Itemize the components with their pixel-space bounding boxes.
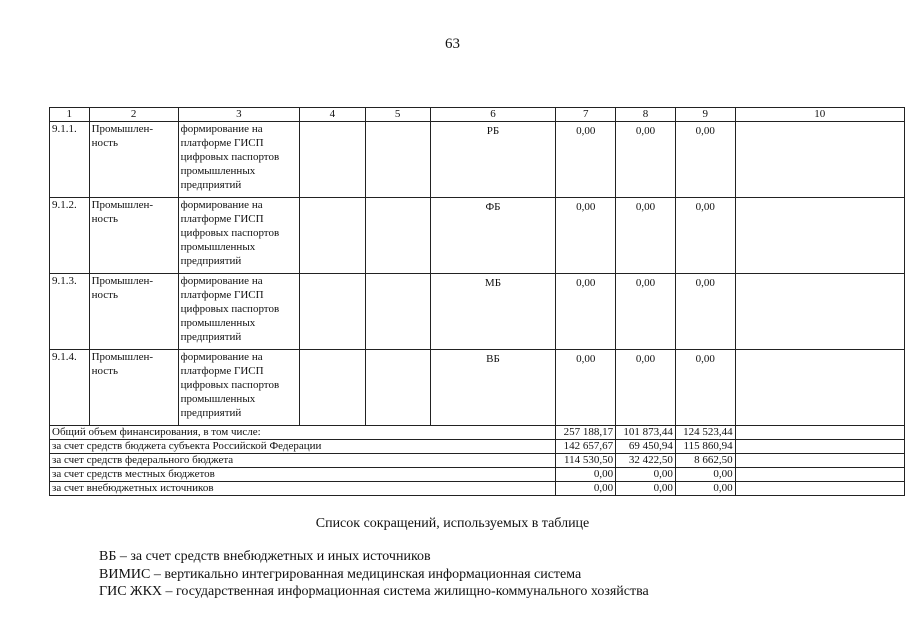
funding-source-cell: РБ bbox=[430, 122, 556, 198]
summary-row bbox=[50, 468, 905, 482]
column-4-cell bbox=[299, 274, 365, 350]
summary-row bbox=[50, 454, 905, 468]
column-10-cell bbox=[735, 122, 904, 198]
summary-value-7-cell: 257 188,17 bbox=[556, 426, 616, 440]
summary-value-8-cell: 101 873,44 bbox=[616, 426, 676, 440]
value-8-cell: 0,00 bbox=[616, 122, 676, 198]
summary-column-10-cell bbox=[735, 454, 904, 468]
row-number-cell: 9.1.2. bbox=[50, 198, 90, 274]
summary-row bbox=[50, 440, 905, 454]
action-cell: формирование на платформе ГИСП цифровых паспортов промышленных предприятий bbox=[178, 350, 299, 426]
table-row bbox=[50, 350, 905, 426]
value-7-cell: 0,00 bbox=[556, 274, 616, 350]
summary-value-7-cell: 0,00 bbox=[556, 482, 616, 496]
value-8-cell: 0,00 bbox=[616, 198, 676, 274]
summary-column-10-cell bbox=[735, 482, 904, 496]
summary-row bbox=[50, 482, 905, 496]
column-number-cell: 6 bbox=[430, 108, 556, 122]
column-number-cell: 8 bbox=[616, 108, 676, 122]
table-row bbox=[50, 274, 905, 350]
summary-column-10-cell bbox=[735, 440, 904, 454]
summary-value-8-cell: 0,00 bbox=[616, 482, 676, 496]
table-row bbox=[50, 198, 905, 274]
summary-value-9-cell: 115 860,94 bbox=[675, 440, 735, 454]
value-7-cell: 0,00 bbox=[556, 198, 616, 274]
summary-column-10-cell bbox=[735, 426, 904, 440]
action-cell: формирование на платформе ГИСП цифровых паспортов промышленных предприятий bbox=[178, 274, 299, 350]
column-10-cell bbox=[735, 198, 904, 274]
value-7-cell: 0,00 bbox=[556, 122, 616, 198]
column-4-cell bbox=[299, 198, 365, 274]
summary-value-9-cell: 0,00 bbox=[675, 468, 735, 482]
sphere-cell: Промышлен-ность bbox=[89, 122, 178, 198]
summary-label-cell: за счет средств бюджета субъекта Российской Федерации bbox=[50, 440, 556, 454]
page-number: 63 bbox=[445, 36, 460, 52]
value-9-cell: 0,00 bbox=[675, 198, 735, 274]
summary-value-9-cell: 0,00 bbox=[675, 482, 735, 496]
column-number-cell: 9 bbox=[675, 108, 735, 122]
summary-row bbox=[50, 426, 905, 440]
abbreviations-title: Список сокращений, используемых в таблице bbox=[315, 516, 590, 531]
summary-value-9-cell: 124 523,44 bbox=[675, 426, 735, 440]
column-5-cell bbox=[365, 350, 430, 426]
summary-label-cell: Общий объем финансирования, в том числе: bbox=[50, 426, 556, 440]
summary-column-10-cell bbox=[735, 468, 904, 482]
column-5-cell bbox=[365, 122, 430, 198]
summary-value-8-cell: 32 422,50 bbox=[616, 454, 676, 468]
row-number-cell: 9.1.4. bbox=[50, 350, 90, 426]
action-cell: формирование на платформе ГИСП цифровых паспортов промышленных предприятий bbox=[178, 122, 299, 198]
column-number-cell: 5 bbox=[365, 108, 430, 122]
value-8-cell: 0,00 bbox=[616, 350, 676, 426]
summary-value-8-cell: 69 450,94 bbox=[616, 440, 676, 454]
summary-label-cell: за счет средств местных бюджетов bbox=[50, 468, 556, 482]
funding-source-cell: МБ bbox=[430, 274, 556, 350]
action-cell: формирование на платформе ГИСП цифровых паспортов промышленных предприятий bbox=[178, 198, 299, 274]
summary-value-8-cell: 0,00 bbox=[616, 468, 676, 482]
summary-value-7-cell: 142 657,67 bbox=[556, 440, 616, 454]
value-9-cell: 0,00 bbox=[675, 274, 735, 350]
funding-source-cell: ВБ bbox=[430, 350, 556, 426]
sphere-cell: Промышлен-ность bbox=[89, 350, 178, 426]
summary-value-7-cell: 114 530,50 bbox=[556, 454, 616, 468]
row-number-cell: 9.1.3. bbox=[50, 274, 90, 350]
column-10-cell bbox=[735, 350, 904, 426]
value-9-cell: 0,00 bbox=[675, 350, 735, 426]
value-9-cell: 0,00 bbox=[675, 122, 735, 198]
abbreviations-list bbox=[99, 548, 649, 601]
column-number-cell: 4 bbox=[299, 108, 365, 122]
column-number-cell: 1 bbox=[50, 108, 90, 122]
sphere-cell: Промышлен-ность bbox=[89, 274, 178, 350]
abbreviation-item: ВБ – за счет средств внебюджетных и иных источников bbox=[99, 549, 431, 564]
sphere-cell: Промышлен-ность bbox=[89, 198, 178, 274]
summary-label-cell: за счет средств федерального бюджета bbox=[50, 454, 556, 468]
column-number-cell: 10 bbox=[735, 108, 904, 122]
column-4-cell bbox=[299, 350, 365, 426]
column-5-cell bbox=[365, 198, 430, 274]
abbreviation-item: ВИМИС – вертикально интегрированная медицинская информационная система bbox=[99, 566, 582, 582]
column-number-cell: 3 bbox=[178, 108, 299, 122]
row-number-cell: 9.1.1. bbox=[50, 122, 90, 198]
column-5-cell bbox=[365, 274, 430, 350]
funding-source-cell: ФБ bbox=[430, 198, 556, 274]
value-8-cell: 0,00 bbox=[616, 274, 676, 350]
value-7-cell: 0,00 bbox=[556, 350, 616, 426]
column-number-cell: 7 bbox=[556, 108, 616, 122]
financing-table bbox=[49, 107, 905, 496]
summary-value-7-cell: 0,00 bbox=[556, 468, 616, 482]
column-10-cell bbox=[735, 274, 904, 350]
column-4-cell bbox=[299, 122, 365, 198]
summary-value-9-cell: 8 662,50 bbox=[675, 454, 735, 468]
column-number-cell: 2 bbox=[89, 108, 178, 122]
abbreviation-item: ГИС ЖКХ – государственная информационная система жилищно-коммунального хозяйства bbox=[99, 584, 649, 599]
column-number-row bbox=[50, 108, 905, 122]
summary-label-cell: за счет внебюджетных источников bbox=[50, 482, 556, 496]
table-row bbox=[50, 122, 905, 198]
